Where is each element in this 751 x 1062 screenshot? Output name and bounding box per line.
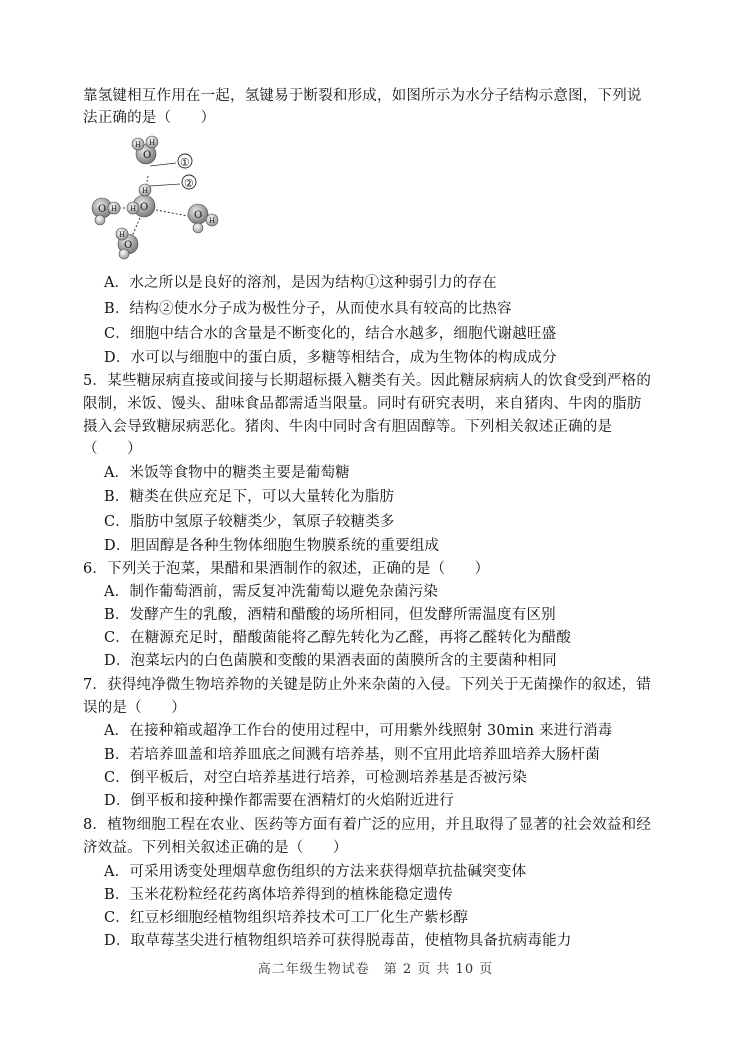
q7-stem-2: 误的是（ ） bbox=[83, 700, 186, 716]
atom-h-center-1: H bbox=[142, 187, 149, 195]
q4-option-c: C．细胞中结合水的含量是不断变化的，结合水越多，细胞代谢越旺盛 bbox=[104, 326, 557, 342]
atom-o-left: O bbox=[98, 204, 107, 215]
q4-option-d: D．水可以与细胞中的蛋白质，多糖等相结合，成为生物体的构成成分 bbox=[104, 350, 557, 366]
q8-stem-1: 8．植物细胞工程在农业、医药等方面有着广泛的应用，并且取得了显著的社会效益和经 bbox=[83, 817, 652, 833]
q6-stem-1: 6．下列关于泡菜，果醋和果酒制作的叙述，正确的是（ ） bbox=[83, 561, 490, 577]
q7-option-c: C．倒平板后，对空白培养基进行培养，可检测培养基是否被污染 bbox=[104, 770, 527, 786]
q6-option-a: A．制作葡萄酒前，需反复冲洗葡萄以避免杂菌污染 bbox=[104, 584, 439, 600]
q5-stem-2: 限制，米饭、馒头、甜味食品都需适当限量。同时有研究表明，来自猪肉、牛肉的脂肪 bbox=[83, 396, 642, 412]
atom-h-center-2: H bbox=[130, 205, 137, 213]
q7-option-a: A．在接种箱或超净工作台的使用过程中，可用紫外线照射 30min 来进行消毒 bbox=[104, 723, 613, 739]
figure-label-2: ② bbox=[184, 177, 194, 190]
q8-option-c: C．红豆杉细胞经植物组织培养技术可工厂化生产紫杉醇 bbox=[104, 910, 469, 926]
atom-o-center: O bbox=[140, 202, 149, 213]
q8-option-d: D．取草莓茎尖进行植物组织培养可获得脱毒苗，使植物具备抗病毒能力 bbox=[104, 933, 572, 949]
water-molecule-diagram bbox=[88, 128, 238, 260]
q5-option-d: D．胆固醇是各种生物体细胞生物膜系统的重要组成 bbox=[104, 538, 440, 554]
q8-option-a: A．可采用诱变处理烟草愈伤组织的方法来获得烟草抗盐碱突变体 bbox=[104, 864, 527, 880]
atom-h-bottom: H bbox=[119, 231, 126, 239]
atom-h-left: H bbox=[111, 205, 118, 213]
q6-option-d: D．泡菜坛内的白色菌膜和变酸的果酒表面的菌膜所含的主要菌种相同 bbox=[104, 653, 557, 669]
intro-line-1: 靠氢键相互作用在一起，氢键易于断裂和形成，如图所示为水分子结构示意图，下列说 bbox=[83, 88, 642, 104]
q5-stem-4: （ ） bbox=[83, 441, 142, 457]
atom-h-top-1: H bbox=[135, 141, 142, 149]
q7-option-b: B．若培养皿盖和培养皿底之间溅有培养基，则不宜用此培养皿培养大肠杆菌 bbox=[104, 747, 600, 763]
q5-option-a: A．米饭等食物中的糖类主要是葡萄糖 bbox=[104, 465, 350, 481]
figure-label-1: ① bbox=[180, 156, 190, 169]
q5-stem-3: 摄入会导致糖尿病恶化。猪肉、牛肉中同时含有胆固醇等。下列相关叙述正确的是 bbox=[83, 419, 613, 435]
q4-option-b: B．结构②使水分子成为极性分子，从而使水具有较高的比热容 bbox=[104, 301, 512, 317]
q5-option-b: B．糖类在供应充足下，可以大量转化为脂肪 bbox=[104, 489, 395, 505]
q6-option-b: B．发酵产生的乳酸，酒精和醋酸的场所相同，但发酵所需温度有区别 bbox=[104, 607, 556, 623]
q8-option-b: B．玉米花粉粒经花药离体培养得到的植株能稳定遗传 bbox=[104, 887, 453, 903]
q5-option-c: C．脂肪中氢原子较糖类少，氧原子较糖类多 bbox=[104, 514, 395, 530]
atom-o-top: O bbox=[143, 150, 152, 161]
q5-stem-1: 5．某些糖尿病直接或间接与长期超标摄入糖类有关。因此糖尿病病人的饮食受到严格的 bbox=[83, 373, 652, 389]
page-footer: 高二年级生物试卷 第 2 页 共 10 页 bbox=[257, 962, 494, 977]
intro-line-2: 法正确的是（ ） bbox=[83, 110, 216, 126]
q7-option-d: D．倒平板和接种操作都需要在酒精灯的火焰附近进行 bbox=[104, 793, 454, 809]
atom-h-top-2: H bbox=[149, 139, 156, 147]
atom-o-bottom: O bbox=[124, 240, 133, 251]
q7-stem-1: 7．获得纯净微生物培养物的关键是防止外来杂菌的入侵。下列关于无菌操作的叙述，错 bbox=[83, 677, 652, 693]
atom-h-right: H bbox=[209, 217, 216, 225]
q4-option-a: A．水之所以是良好的溶剂，是因为结构①这种弱引力的存在 bbox=[104, 275, 497, 291]
q6-option-c: C．在糖源充足时，醋酸菌能将乙醇先转化为乙醛，再将乙醛转化为醋酸 bbox=[104, 630, 571, 646]
q8-stem-2: 济效益。下列相关叙述正确的是（ ） bbox=[83, 840, 348, 856]
atom-o-right: O bbox=[194, 210, 203, 221]
